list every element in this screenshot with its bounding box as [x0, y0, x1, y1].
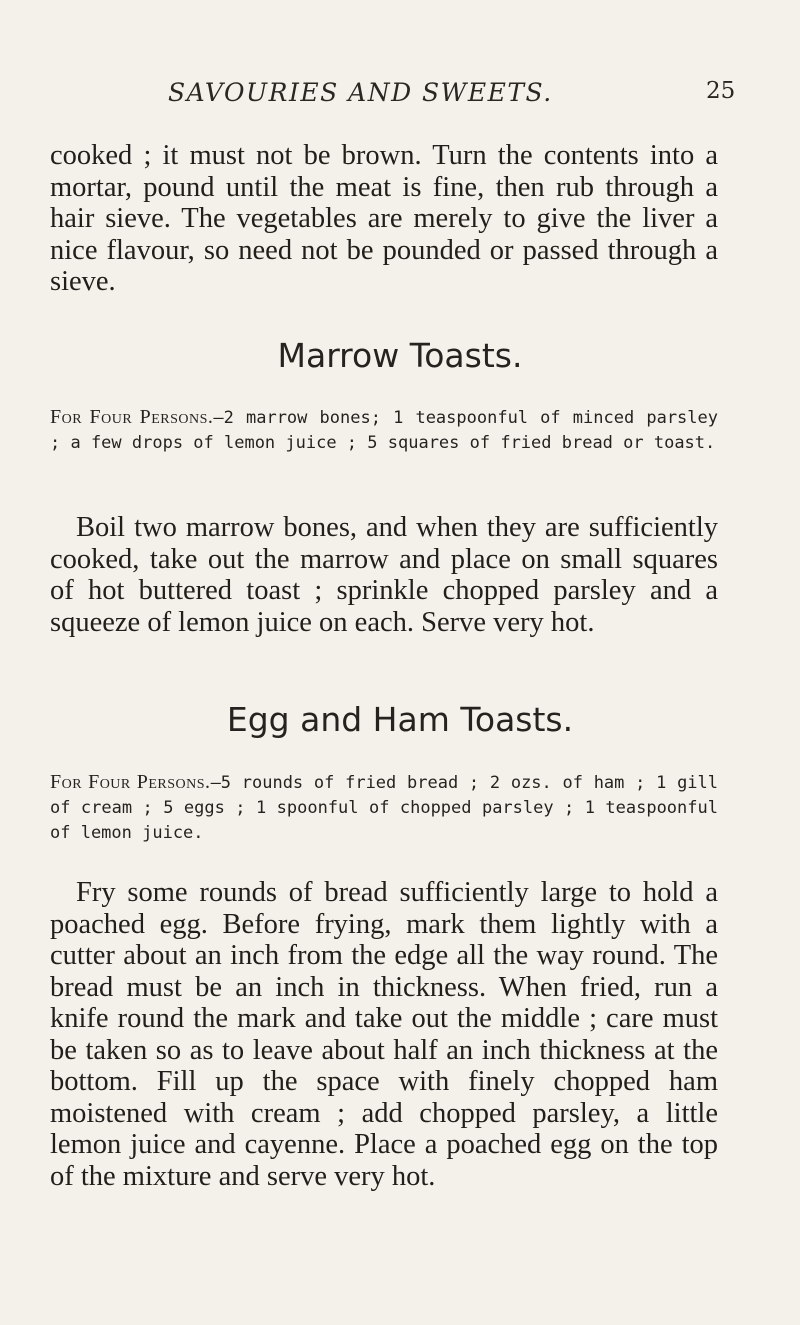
ingredients-lead: For Four Persons.	[50, 406, 214, 428]
page-number: 25	[706, 78, 736, 104]
method-egg-ham-toasts	[50, 877, 718, 1192]
recipe-title-egg-ham-toasts: Egg and Ham Toasts.	[226, 700, 574, 739]
intro-paragraph: cooked ; it must not be brown. Turn the contents into a mortar, pound until the meat is fine, then rub through a hair sieve. The vegetables are merely to give the liver a nice flavour, so need not be pounded or passed through a sieve.	[50, 140, 718, 297]
ingredients-list: —5 rounds of fried bread ; 2 ozs. of ham ; 1 gill of cream ; 5 eggs ; 1 spoonful of chopped parsley ; 1 teaspoonful of lemon juice.	[50, 773, 719, 843]
method-marrow-toasts	[50, 512, 718, 638]
running-title: SAVOURIES AND SWEETS.	[168, 78, 553, 107]
method-text: Boil two marrow bones, and when they are sufficiently cooked, take out the marrow and place on small squares of hot buttered toast ; sprinkle chopped parsley and a squeeze of lemon juice on each. Serve very hot.	[50, 512, 718, 638]
recipe-title-marrow-toasts: Marrow Toasts.	[277, 336, 523, 375]
ingredients-marrow-toasts	[50, 405, 718, 455]
method-text: Fry some rounds of bread sufficiently large to hold a poached egg. Before frying, mark them lightly with a cutter about an inch from the edge all the way round. The bread must be an inch in thickness. When fried, run a knife round the mark and take out the middle ; care must be taken so as to leave about half an inch thickness at the bottom. Fill up the space with finely chopped ham moistened with cream ; add chopped parsley, a little lemon juice and cayenne. Place a poached egg on the top of the mixture and serve very hot.	[50, 877, 718, 1192]
ingredients-list: —2 marrow bones; 1 teaspoonful of minced parsley ; a few drops of lemon juice ; 5 squares of fried bread or toast.	[50, 408, 718, 453]
ingredients-lead: For Four Persons.	[50, 771, 211, 793]
ingredients-egg-ham-toasts	[50, 770, 718, 845]
